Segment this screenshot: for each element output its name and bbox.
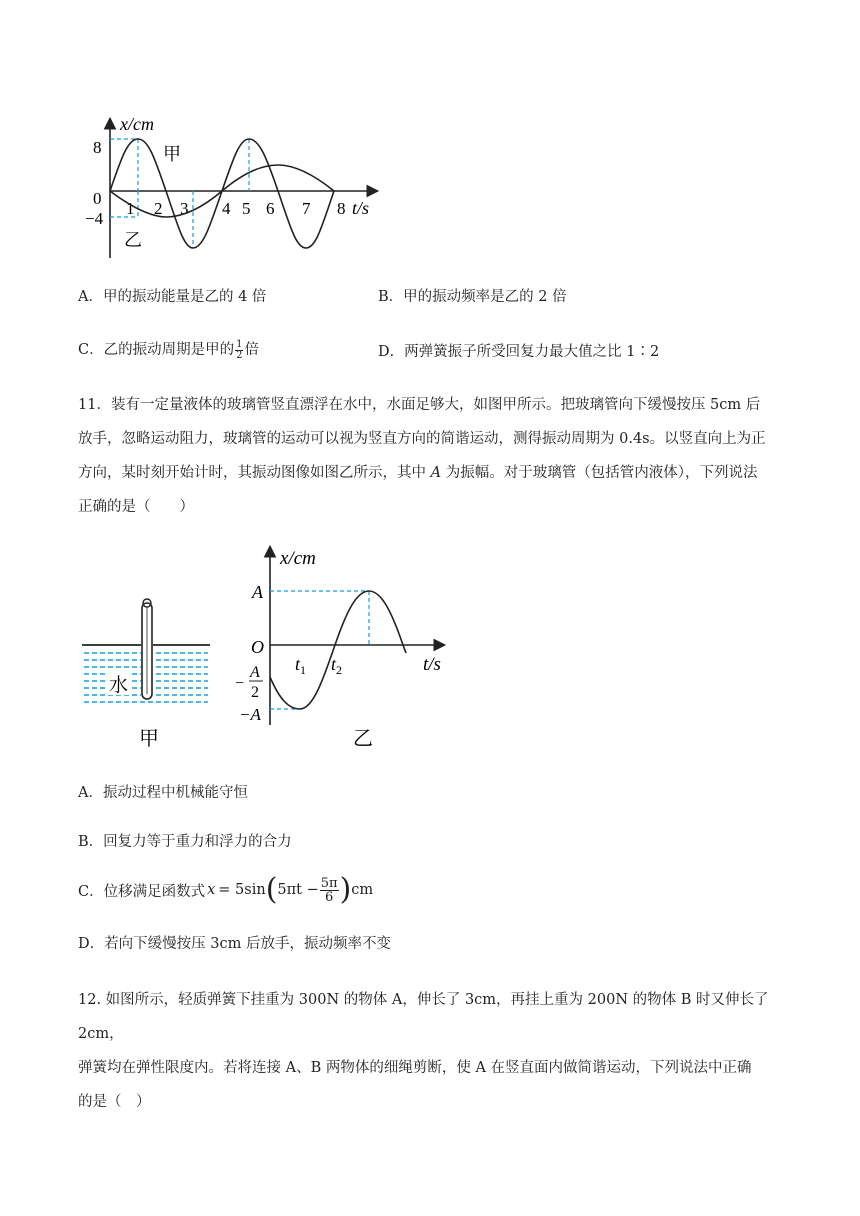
q11-line-1: 11．装有一定量液体的玻璃管竖直漂浮在水中，水面足够大，如图甲所示。把玻璃管向下缓慢按压 5cm 后 (78, 397, 761, 413)
curve-yi-label: 乙 (124, 230, 142, 250)
neg-half-den: 2 (251, 684, 259, 701)
x-axis-label: t/s (352, 198, 370, 218)
t1-label: $t_1$ (295, 654, 307, 677)
x-tick-7: 7 (302, 199, 311, 218)
neg-amplitude-label: −A (239, 705, 261, 724)
x-tick-4: 4 (222, 199, 231, 218)
q11-option-d[interactable]: D．若向下缓慢按压 3cm 后放手，振动频率不变 (78, 936, 391, 952)
y-tick-0: 0 (93, 189, 102, 208)
neg-half-minus: − (235, 675, 245, 692)
q10-option-d[interactable]: D．两弹簧振子所受回复力最大值之比 1∶2 (378, 344, 660, 360)
fraction-one-half: $\frac{1}{2}$ (236, 338, 243, 361)
q10-option-c-text: C．乙的振动周期是甲的 (78, 342, 235, 358)
figure-q11-vibration-graph (225, 540, 455, 755)
q11-option-b[interactable]: B．回复力等于重力和浮力的合力 (78, 834, 292, 850)
amplitude-label: A (252, 582, 263, 602)
q12-line-2: 弹簧均在弹性限度内。若将连接 A、B 两物体的细绳剪断，使 A 在竖直面内做简谐运动，下列说法中正确 (78, 1060, 752, 1076)
x-tick-5: 5 (242, 199, 251, 218)
x-tick-2: 2 (154, 199, 163, 218)
y-axis-label: x/cm (120, 114, 154, 134)
y-tick-neg4: −4 (85, 209, 104, 228)
neg-half-a: A (250, 664, 260, 681)
q10-option-b[interactable]: B．甲的振动频率是乙的 2 倍 (378, 289, 567, 305)
figure-q11-tube-in-water (80, 590, 220, 755)
q12-line-1: 12. 如图所示，轻质弹簧下挂重为 300N 的物体 A，伸长了 3cm，再挂上重为 200N 的物体 B 时又伸长了 2cm， (78, 992, 769, 1042)
x-tick-3: 3 (180, 199, 189, 218)
figure-q10-vibration-graph (80, 108, 390, 268)
q10-option-c-suffix: 倍 (244, 342, 259, 358)
q12-stem (78, 983, 798, 1119)
x-tick-6: 6 (266, 199, 275, 218)
q10-option-c[interactable] (78, 338, 259, 361)
q11-option-c[interactable] (78, 870, 373, 910)
displacement-curve (270, 591, 406, 709)
t2-label: $t_2$ (331, 654, 343, 677)
origin-label: O (251, 637, 264, 657)
q12-line-3: 的是（ ） (78, 1094, 151, 1110)
q11-line-4: 正确的是（ ） (78, 499, 194, 515)
figure-jia-caption: 甲 (139, 728, 159, 750)
q11-stem (78, 388, 798, 524)
y-tick-8: 8 (93, 138, 102, 157)
water-label: 水 (109, 675, 129, 696)
q10-option-a[interactable]: A．甲的振动能量是乙的 4 倍 (78, 289, 267, 305)
q11-line-2: 放手，忽略运动阻力，玻璃管的运动可以视为竖直方向的简谐运动，测得振动周期为 0.4s。以竖直向上为正 (78, 431, 766, 447)
curve-jia-label: 甲 (163, 144, 181, 164)
x-axis-label: t/s (423, 654, 441, 675)
curve-jia (110, 139, 334, 248)
formula: x = 5sin ( 5πt − $\frac{5\pi}{6}$ ) cm (207, 872, 374, 907)
figure-yi-caption: 乙 (353, 728, 373, 750)
y-axis-label: x/cm (280, 548, 316, 569)
x-tick-1: 1 (126, 199, 135, 218)
q11-line-3: 方向，某时刻开始计时，其振动图像如图乙所示，其中 A 为振幅。对于玻璃管（包括管内液体），下列说法 (78, 465, 758, 481)
x-tick-8: 8 (337, 199, 346, 218)
q11-option-c-text: C．位移满足函数式 (78, 883, 206, 900)
q11-option-a[interactable]: A．振动过程中机械能守恒 (78, 785, 248, 801)
